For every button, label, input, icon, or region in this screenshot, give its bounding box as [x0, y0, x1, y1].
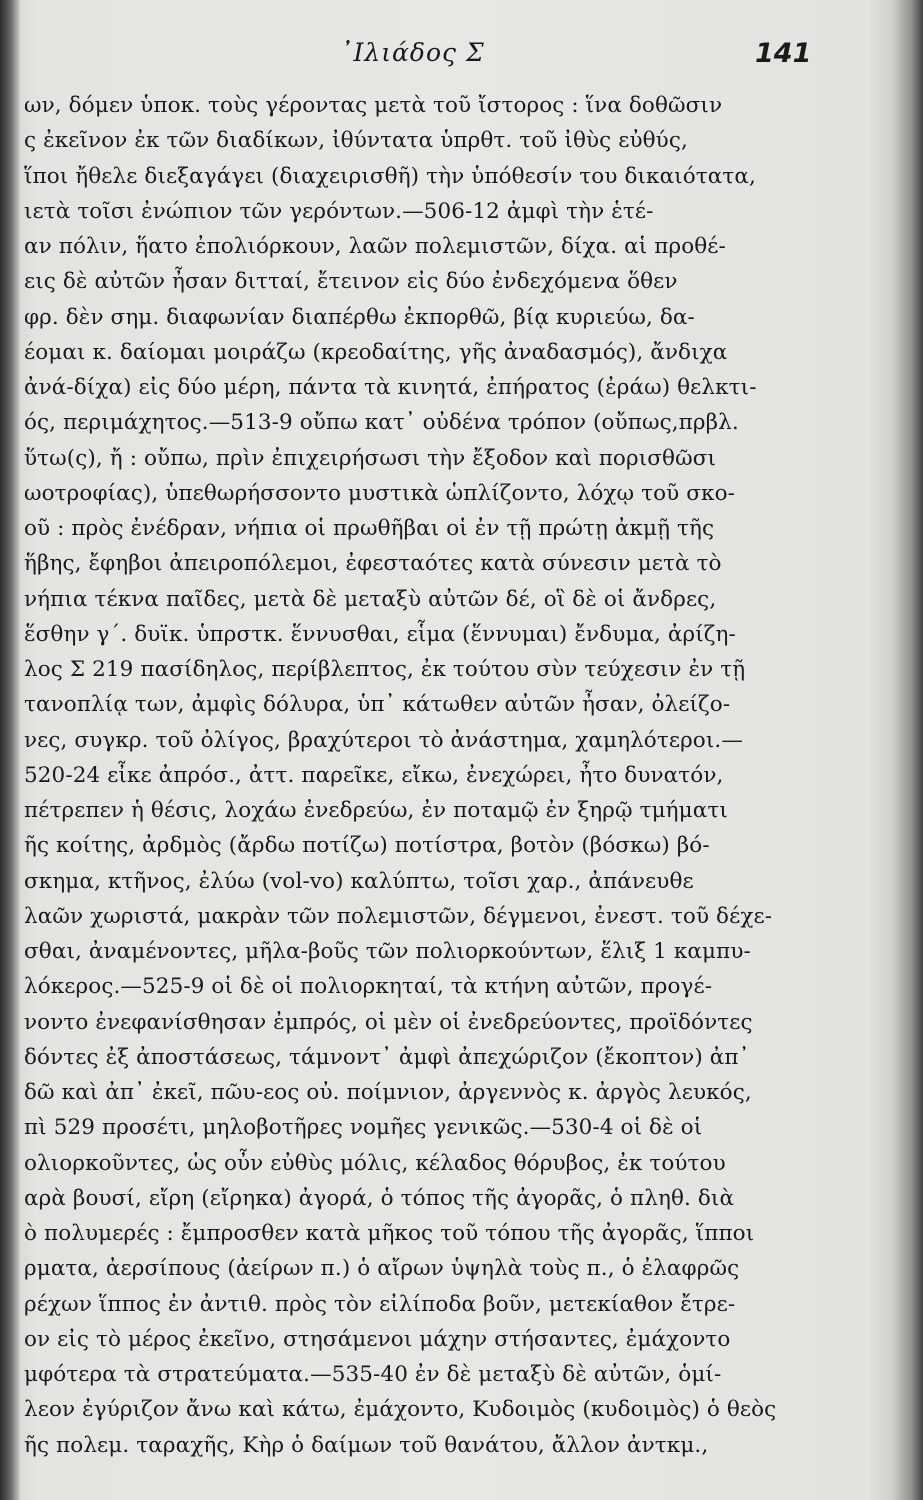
text-line: αν πόλιν, ἥατο ἐπολιόρκουν, λαῶν πολεμιστῶν, δίχα. αἱ προθέ-: [24, 234, 726, 259]
text-line: ὕτω(ς), ἤ : οὔπω, πρὶν ἐπιχειρήσωσι τὴν ἔξοδον καὶ πορισθῶσι: [24, 445, 717, 471]
text-line: λόκερος.—525-9 οἱ δὲ οἱ πολιορκηταί, τὰ κτήνη αὐτῶν, προγέ-: [24, 974, 713, 1000]
text-line: σκημα, κτῆνος, ἐλύω (vol-vo) καλύπτω, τοῖσι χαρ., ἀπάνευθε: [24, 868, 694, 894]
text-line: 520-24 εἶκε ἀπρόσ., ἀττ. παρεῖκε, εἴκω, ἐνεχώρει, ἦτο δυνατόν,: [24, 762, 724, 788]
text-line: αρὰ βουσί, εἴρη (εἴρηκα) ἀγορά, ὁ τόπος τῆς ἀγορᾶς, ὁ πληθ. διὰ: [24, 1185, 735, 1211]
text-line: λαῶν χωριστά, μακρὰν τῶν πολεμιστῶν, δέγμενοι, ἐνεστ. τοῦ δέχε-: [24, 903, 773, 929]
text-line: ἕσθην γ΄. δυϊκ. ὑπρστκ. ἕννυσθαι, εἷμα (ἕννυμαι) ἔνδυμα, ἀρίζη-: [24, 621, 736, 647]
text-line: νήπια τέκνα παῖδες, μετὰ δὲ μεταξὺ αὐτῶν δέ, οἳ δὲ οἱ ἄνδρες,: [24, 586, 717, 612]
text-line: ὸ πολυμερές : ἔμπροσθεν κατὰ μῆκος τοῦ τόπου τῆς ἀγορᾶς, ἵπποι: [24, 1221, 755, 1246]
text-line: ός, περιμάχητος.—513-9 οὔπω κατ᾿ οὐδένα τρόπον (οὔπως,πρβλ.: [24, 410, 739, 436]
text-line: εις δὲ αὐτῶν ἦσαν διτταί, ἔτεινον εἰς δύο ἐνδεχόμενα ὅθεν: [24, 269, 678, 295]
text-line: λεον ἐγύριζον ἄνω καὶ κάτω, ἐμάχοντο, Κυδοιμὸς (κυδοιμὸς) ὁ θεὸς: [24, 1397, 777, 1423]
text-line: νοντο ἐνεφανίσθησαν ἐμπρός, οἱ μὲν οἱ ἐνεδρεύοντες, προϊδόντες: [24, 1009, 753, 1035]
running-title: ᾿Ιλιάδος Σ: [340, 38, 485, 67]
text-line: ωοτροφίας), ὑπεθωρήσσοντο μυστικὰ ὡπλίζοντο, λόχῳ τοῦ σκο-: [24, 480, 735, 506]
text-line: φρ. δὲν σημ. διαφωνίαν διαπέρθω ἐκπορθῶ, βίᾳ κυριεύω, δα-: [24, 304, 695, 330]
page-header: [0, 38, 923, 78]
text-line: ρέχων ἵππος ἐν ἀντιθ. πρὸς τὸν εἰλίποδα βοῦν, μετεκίαθον ἔτρε-: [24, 1291, 736, 1317]
text-line: δόντες ἐξ ἀποστάσεως, τάμνοντ᾿ ἀμφὶ ἀπεχώριζον (ἔκοπτον) ἀπ᾿: [24, 1044, 750, 1070]
text-line: ιετὰ τοῖσι ἐνώπιον τῶν γερόντων.—506-12 ἀμφὶ τὴν ἑτέ-: [24, 198, 654, 224]
text-line: ἀνά-δίχα) εἰς δύο μέρη, πάντα τὰ κινητά, ἐπήρατος (ἐράω) θελκτι-: [24, 375, 757, 400]
text-line: πέτρεπεν ἡ θέσις, λοχάω ἐνεδρεύω, ἐν ποταμῷ ἐν ξηρῷ τμήματι: [24, 798, 728, 823]
text-line: ολιορκοῦντες, ὡς οὖν εὐθὺς μόλις, κέλαδος θόρυβος, ἐκ τούτου: [24, 1150, 726, 1176]
text-line: πὶ 529 προσέτι, μηλοβοτῆρες νομῆες γενικῶς.—530-4 οἱ δὲ οἱ: [24, 1115, 703, 1141]
text-line: δῶ καὶ ἀπ᾿ ἐκεῖ, πῶυ-εος οὐ. ποίμνιον, ἀργεννὸς κ. ἀργὸς λευκός,: [24, 1080, 752, 1105]
binding-gutter: [0, 0, 20, 1500]
text-line: ἥβης, ἔφηβοι ἀπειροπόλεμοι, ἐφεσταότες κατὰ σύνεσιν μετὰ τὸ: [24, 551, 722, 577]
text-line: οῦ : πρὸς ἐνέδραν, νήπια οἱ πρωθῆβαι οἱ ἐν τῇ πρώτῃ ἀκμῇ τῆς: [24, 516, 715, 541]
text-line: σθαι, ἀναμένοντες, μῆλα-βοῦς τῶν πολιορκούντων, ἕλιξ 1 καμπυ-: [24, 939, 751, 964]
text-line: ῆς πολεμ. ταραχῆς, Κὴρ ὁ δαίμων τοῦ θανάτου, ἄλλον ἀντκμ.,: [24, 1432, 709, 1458]
text-line: τανοπλίᾳ των, ἀμφὶς δόλυρα, ὑπ᾿ κάτωθεν αὐτῶν ἦσαν, ὀλείζο-: [24, 692, 731, 718]
page-number: 141: [755, 38, 812, 69]
text-line: ον εἰς τὸ μέρος ἐκεῖνο, στησάμενοι μάχην στήσαντες, ἐμάχοντο: [24, 1326, 731, 1352]
text-line: ς ἐκεῖνον ἐκ τῶν διαδίκων, ἰθύντατα ὑπρθτ. τοῦ ἰθὺς εὐθύς,: [24, 128, 688, 154]
text-line: ρματα, ἀερσίπους (ἀείρων π.) ὁ αἴρων ὑψηλὰ τοὺς π., ὁ ἐλαφρῶς: [24, 1256, 740, 1282]
text-line: νες, συγκρ. τοῦ ὀλίγος, βραχύτεροι τὸ ἀνάστημα, χαμηλότεροι.—: [24, 727, 743, 753]
page-edge-shadow: [893, 0, 923, 1500]
text-line: έομαι κ. δαίομαι μοιράζω (κρεοδαίτης, γῆς ἀναδασμός), ἄνδιχα: [24, 339, 728, 365]
text-line: ῆς κοίτης, ἀρδμὸς (ἄρδω ποτίζω) ποτίστρα, βοτὸν (βόσκω) βό-: [24, 833, 710, 859]
text-line: μφότερα τὰ στρατεύματα.—535-40 ἐν δὲ μεταξὺ δὲ αὐτῶν, ὁμί-: [24, 1362, 722, 1387]
text-line: ἵποι ἤθελε διεξαγάγει (διαχειρισθῆ) τὴν ὑπόθεσίν του δικαιότατα,: [24, 163, 756, 189]
text-line: ων, δόμεν ὑποκ. τοὺς γέροντας μετὰ τοῦ ἴστορος : ἵνα δοθῶσιν: [24, 93, 723, 118]
text-line: λος Σ 219 πασίδηλος, περίβλεπτος, ἐκ τούτου σὺν τεύχεσιν ἐν τῇ: [24, 657, 746, 682]
commentary-text: [24, 88, 824, 1463]
